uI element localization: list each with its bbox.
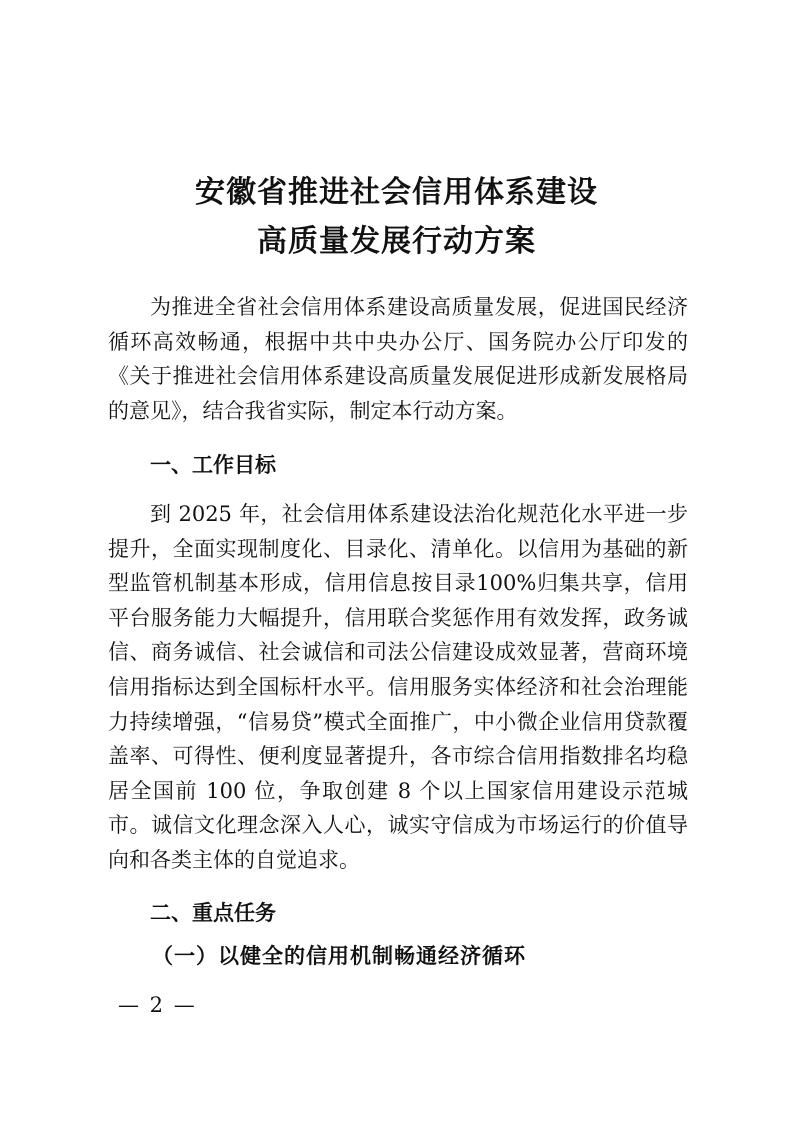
intro-paragraph: 为推进全省社会信用体系建设高质量发展，促进国民经济循环高效畅通，根据中共中央办公厅、国务院办公厅印发的《关于推进社会信用体系建设高质量发展促进形成新发展格局的意见》，结合我省实际，制定本行动方案。	[108, 295, 688, 423]
document-title-line-2: 高质量发展行动方案	[257, 224, 536, 259]
subsection-heading-credit-mechanism: （一）以健全的信用机制畅通经济循环	[152, 944, 526, 968]
page-number: — 2 —	[118, 993, 197, 1017]
section-heading-work-goals: 一、工作目标	[150, 453, 276, 477]
section-heading-key-tasks: 二、重点任务	[150, 901, 276, 925]
document-title-line-1: 安徽省推进社会信用体系建设	[195, 175, 598, 210]
work-goals-paragraph: 到 2025 年，社会信用体系建设法治化规范化水平进一步提升，全面实现制度化、目录化、清单化。以信用为基础的新型监管机制基本形成，信用信息按目录100%归集共享，信用平台服务能力大幅提升，信用联合奖惩作用有效发挥，政务诚信、商务诚信、社会诚信和司法公信建设成效显著，营商环境信用指标达到全国标杆水平。信用服务实体经济和社会治理能力持续增强，“信易贷”模式全面推广，中小微企业信用贷款覆盖率、可得性、便利度显著提升，各市综合信用指数排名均稳居全国前 100 位，争取创建 8 个以上国家信用建设示范城市。诚信文化理念深入人心，诚实守信成为市场运行的价值导向和各类主体的自觉追求。	[108, 502, 688, 872]
